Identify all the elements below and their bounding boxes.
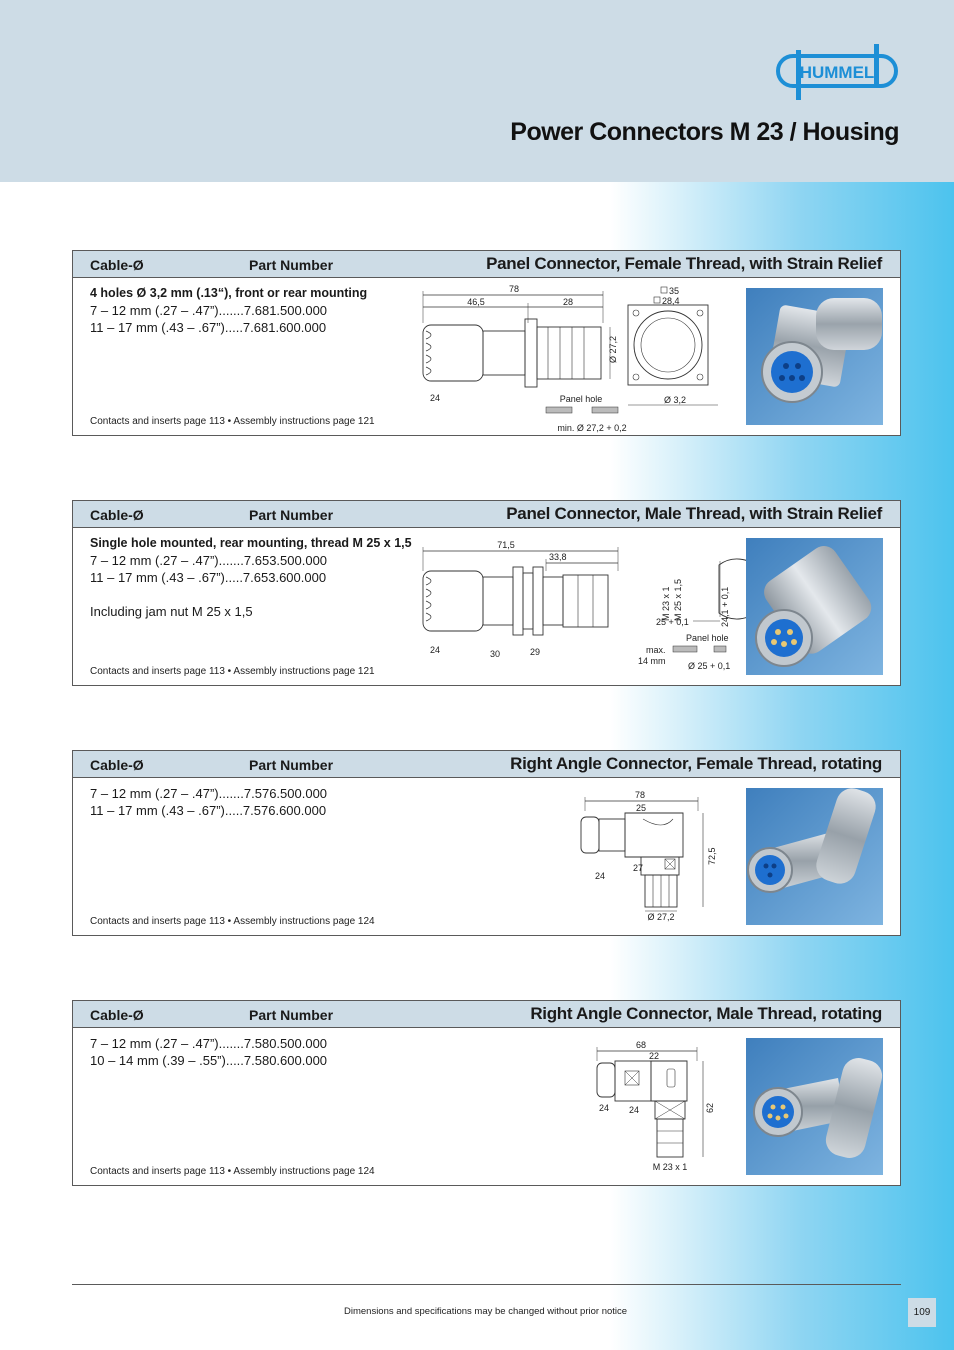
spec-lines [90, 785, 327, 819]
footnote: Contacts and inserts page 113 • Assembly instructions page 121 [90, 666, 375, 677]
page-title: Power Connectors M 23 / Housing [510, 118, 899, 146]
spec-part-2: 11 – 17 mm (.43 – .67”).....7.653.600.000 [90, 570, 327, 585]
dim-thread: M 23 x 1 [652, 1162, 688, 1172]
dim-w-mid: 24 [629, 1105, 640, 1115]
section-title: Right Angle Connector, Male Thread, rotating [530, 1004, 882, 1023]
spec-jam-nut: Including jam nut M 25 x 1,5 [90, 604, 253, 619]
footnote: Contacts and inserts page 113 • Assembly instructions page 121 [90, 416, 375, 427]
section-header [73, 1001, 900, 1028]
section-title: Panel Connector, Female Thread, with Strain Relief [486, 254, 882, 273]
dim-total: 78 [508, 284, 520, 294]
footer-divider [72, 1284, 901, 1285]
spec-part-1: 7 – 12 mm (.27 – .47”).......7.681.500.000 [90, 303, 328, 318]
dim-min-hole: min. Ø 27,2 + 0,2 [557, 423, 627, 433]
dim-w-top: 22 [649, 1051, 660, 1061]
col-cable: Cable-Ø [90, 1007, 144, 1023]
spec-lines [90, 285, 367, 336]
spec-lines [90, 1035, 327, 1069]
dim-total: 71,5 [497, 540, 515, 550]
spec-mounting: Single hole mounted, rear mounting, thread M 25 x 1,5 [90, 536, 412, 550]
section-title: Right Angle Connector, Female Thread, rotating [510, 754, 882, 773]
col-part-number: Part Number [249, 1007, 334, 1023]
spec-part-1: 7 – 12 mm (.27 – .47”).......7.576.500.000 [90, 786, 328, 801]
label-max: max. [646, 645, 666, 655]
dim-wrench: 24 [430, 393, 441, 403]
label-panel-hole: Panel hole [686, 633, 729, 643]
page-number: 109 [908, 1298, 936, 1327]
dim-thread2: M 25 x 1,5 [673, 578, 683, 621]
col-part-number: Part Number [249, 257, 334, 273]
section-title: Panel Connector, Male Thread, with Strain Relief [506, 504, 882, 523]
section-header [73, 251, 900, 278]
dim-sq-inner: 28,4 [662, 296, 680, 306]
product-photo [746, 538, 883, 675]
dim-w-left: 24 [595, 871, 606, 881]
footer-note: Dimensions and specifications may be changed without prior notice [344, 1306, 628, 1317]
col-part-number: Part Number [249, 507, 334, 523]
product-photo [746, 288, 883, 425]
dim-total: 68 [635, 1040, 647, 1050]
dimension-drawing [418, 537, 731, 683]
product-photo [746, 1038, 883, 1175]
spec-mounting: 4 holes Ø 3,2 mm (.13“), front or rear mounting [90, 286, 368, 300]
spec-part-1: 7 – 12 mm (.27 – .47”).......7.580.500.000 [90, 1036, 328, 1051]
dim-w3: 29 [530, 647, 541, 657]
dim-max-val: 14 mm [638, 656, 666, 666]
dim-flat-h: 24,1 + 0,1 [720, 586, 730, 627]
section-panel-female [72, 250, 901, 436]
spec-part-1: 7 – 12 mm (.27 – .47”).......7.653.500.000 [90, 553, 328, 568]
dim-total: 78 [634, 790, 646, 800]
spec-lines [90, 535, 412, 620]
dim-hole: Ø 3,2 [664, 395, 687, 405]
brand-text: HUMMEL [799, 63, 875, 82]
dim-left: 46,5 [467, 297, 485, 307]
col-cable: Cable-Ø [90, 757, 144, 773]
section-header [73, 751, 900, 778]
footnote: Contacts and inserts page 113 • Assembly instructions page 124 [90, 1166, 375, 1177]
dim-w1: 24 [430, 645, 441, 655]
dim-sq-outer: 35 [669, 286, 680, 296]
dim-w-left: 24 [599, 1103, 610, 1113]
dim-w-top: 25 [636, 803, 647, 813]
dimension-drawing [585, 1039, 725, 1183]
dim-height: 62 [705, 1102, 715, 1113]
dim-w-mid: 27 [633, 863, 644, 873]
hummel-logo [776, 44, 900, 102]
dim-dia: Ø 27,2 [647, 912, 675, 922]
dim-right: 28 [562, 297, 574, 307]
dim-height: 72,5 [707, 847, 717, 865]
dimension-drawing [573, 789, 723, 933]
spec-gap [90, 586, 412, 603]
col-cable: Cable-Ø [90, 507, 144, 523]
spec-part-2: 11 – 17 mm (.43 – .67”).....7.681.600.000 [90, 320, 327, 335]
spec-part-2: 11 – 17 mm (.43 – .67”).....7.576.600.000 [90, 803, 327, 818]
dim-hole: Ø 25 + 0,1 [688, 661, 731, 671]
dim-flat-w: 25 + 0,1 [656, 617, 689, 627]
section-angle-female [72, 750, 901, 936]
section-header [73, 501, 900, 528]
col-cable: Cable-Ø [90, 257, 144, 273]
dim-dia: Ø 27,2 [608, 335, 618, 363]
product-photo [746, 788, 883, 925]
dim-right: 33,8 [549, 552, 567, 562]
section-angle-male [72, 1000, 901, 1186]
dim-thread1: M 23 x 1 [661, 586, 671, 621]
dim-w2: 30 [490, 649, 501, 659]
section-panel-male [72, 500, 901, 686]
col-part-number: Part Number [249, 757, 334, 773]
spec-part-2: 10 – 14 mm (.39 – .55”).....7.580.600.000 [90, 1053, 328, 1068]
label-panel-hole: Panel hole [559, 394, 603, 404]
dimension-drawing [418, 283, 728, 435]
footnote: Contacts and inserts page 113 • Assembly instructions page 124 [90, 916, 375, 927]
